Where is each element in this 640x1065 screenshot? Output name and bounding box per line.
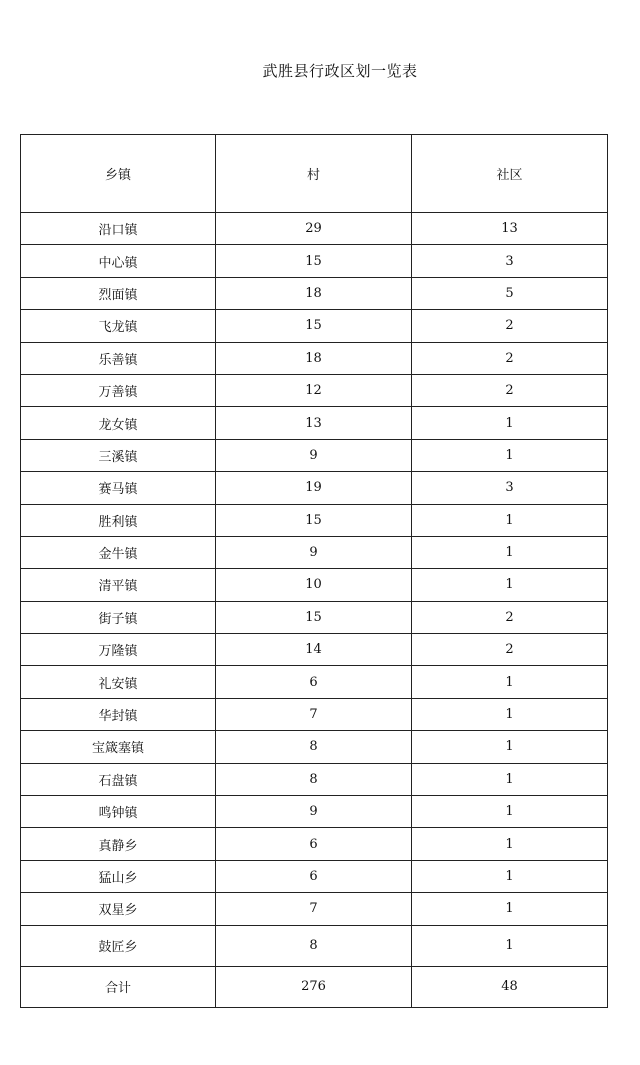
village-count: 15 [216,310,412,342]
township-name: 双星乡 [21,893,216,925]
table-row [21,860,608,892]
community-count: 3 [412,472,608,504]
village-count: 15 [216,245,412,277]
township-name: 沿口镇 [21,213,216,245]
community-count: 1 [412,569,608,601]
table-row [21,601,608,633]
township-name: 街子镇 [21,601,216,633]
village-count: 6 [216,666,412,698]
village-count: 9 [216,439,412,471]
table-row [21,439,608,471]
village-count: 15 [216,504,412,536]
township-name: 乐善镇 [21,342,216,374]
township-name: 赛马镇 [21,472,216,504]
table-row [21,536,608,568]
header-community: 社区 [412,135,608,213]
township-name: 金牛镇 [21,536,216,568]
community-count: 2 [412,601,608,633]
township-name: 清平镇 [21,569,216,601]
community-count: 2 [412,342,608,374]
village-count: 12 [216,374,412,406]
township-name: 宝箴塞镇 [21,731,216,763]
village-count: 8 [216,731,412,763]
village-count: 8 [216,925,412,966]
division-table [20,134,608,1008]
table-body [21,213,608,967]
community-count: 3 [412,245,608,277]
table-row [21,374,608,406]
community-count: 1 [412,731,608,763]
community-count: 1 [412,407,608,439]
community-count: 1 [412,536,608,568]
table-row [21,277,608,309]
township-name: 鼓匠乡 [21,925,216,966]
township-name: 烈面镇 [21,277,216,309]
table-row [21,342,608,374]
village-count: 18 [216,277,412,309]
community-count: 1 [412,796,608,828]
total-row [21,966,608,1007]
table-row [21,245,608,277]
table-footer [21,966,608,1007]
village-count: 10 [216,569,412,601]
village-count: 29 [216,213,412,245]
table-row [21,763,608,795]
community-count: 1 [412,504,608,536]
total-villages: 276 [216,966,412,1007]
township-name: 龙女镇 [21,407,216,439]
village-count: 14 [216,634,412,666]
village-count: 6 [216,860,412,892]
village-count: 18 [216,342,412,374]
table-row [21,472,608,504]
community-count: 1 [412,925,608,966]
village-count: 6 [216,828,412,860]
village-count: 9 [216,796,412,828]
community-count: 2 [412,634,608,666]
community-count: 5 [412,277,608,309]
page-title: 武胜县行政区划一览表 [262,62,418,80]
table-row [21,925,608,966]
table-row [21,407,608,439]
table-row [21,504,608,536]
township-name: 石盘镇 [21,763,216,795]
table-row [21,893,608,925]
table-row [21,634,608,666]
community-count: 1 [412,439,608,471]
village-count: 7 [216,893,412,925]
community-count: 1 [412,860,608,892]
township-name: 万隆镇 [21,634,216,666]
community-count: 2 [412,374,608,406]
village-count: 13 [216,407,412,439]
table-row [21,796,608,828]
village-count: 8 [216,763,412,795]
village-count: 9 [216,536,412,568]
township-name: 礼安镇 [21,666,216,698]
table-row [21,666,608,698]
township-name: 中心镇 [21,245,216,277]
township-name: 胜利镇 [21,504,216,536]
table-row [21,828,608,860]
community-count: 1 [412,666,608,698]
community-count: 1 [412,828,608,860]
table-row [21,698,608,730]
township-name: 鸣钟镇 [21,796,216,828]
township-name: 三溪镇 [21,439,216,471]
header-township: 乡镇 [21,135,216,213]
township-name: 华封镇 [21,698,216,730]
village-count: 19 [216,472,412,504]
township-name: 猛山乡 [21,860,216,892]
table-row [21,731,608,763]
community-count: 1 [412,893,608,925]
township-name: 飞龙镇 [21,310,216,342]
table-row [21,569,608,601]
header-row [21,135,608,213]
total-communities: 48 [412,966,608,1007]
township-name: 真静乡 [21,828,216,860]
total-label: 合计 [21,966,216,1007]
community-count: 1 [412,763,608,795]
township-name: 万善镇 [21,374,216,406]
table-row [21,310,608,342]
community-count: 13 [412,213,608,245]
community-count: 1 [412,698,608,730]
village-count: 15 [216,601,412,633]
header-village: 村 [216,135,412,213]
village-count: 7 [216,698,412,730]
table-header [21,135,608,213]
table-row [21,213,608,245]
community-count: 2 [412,310,608,342]
